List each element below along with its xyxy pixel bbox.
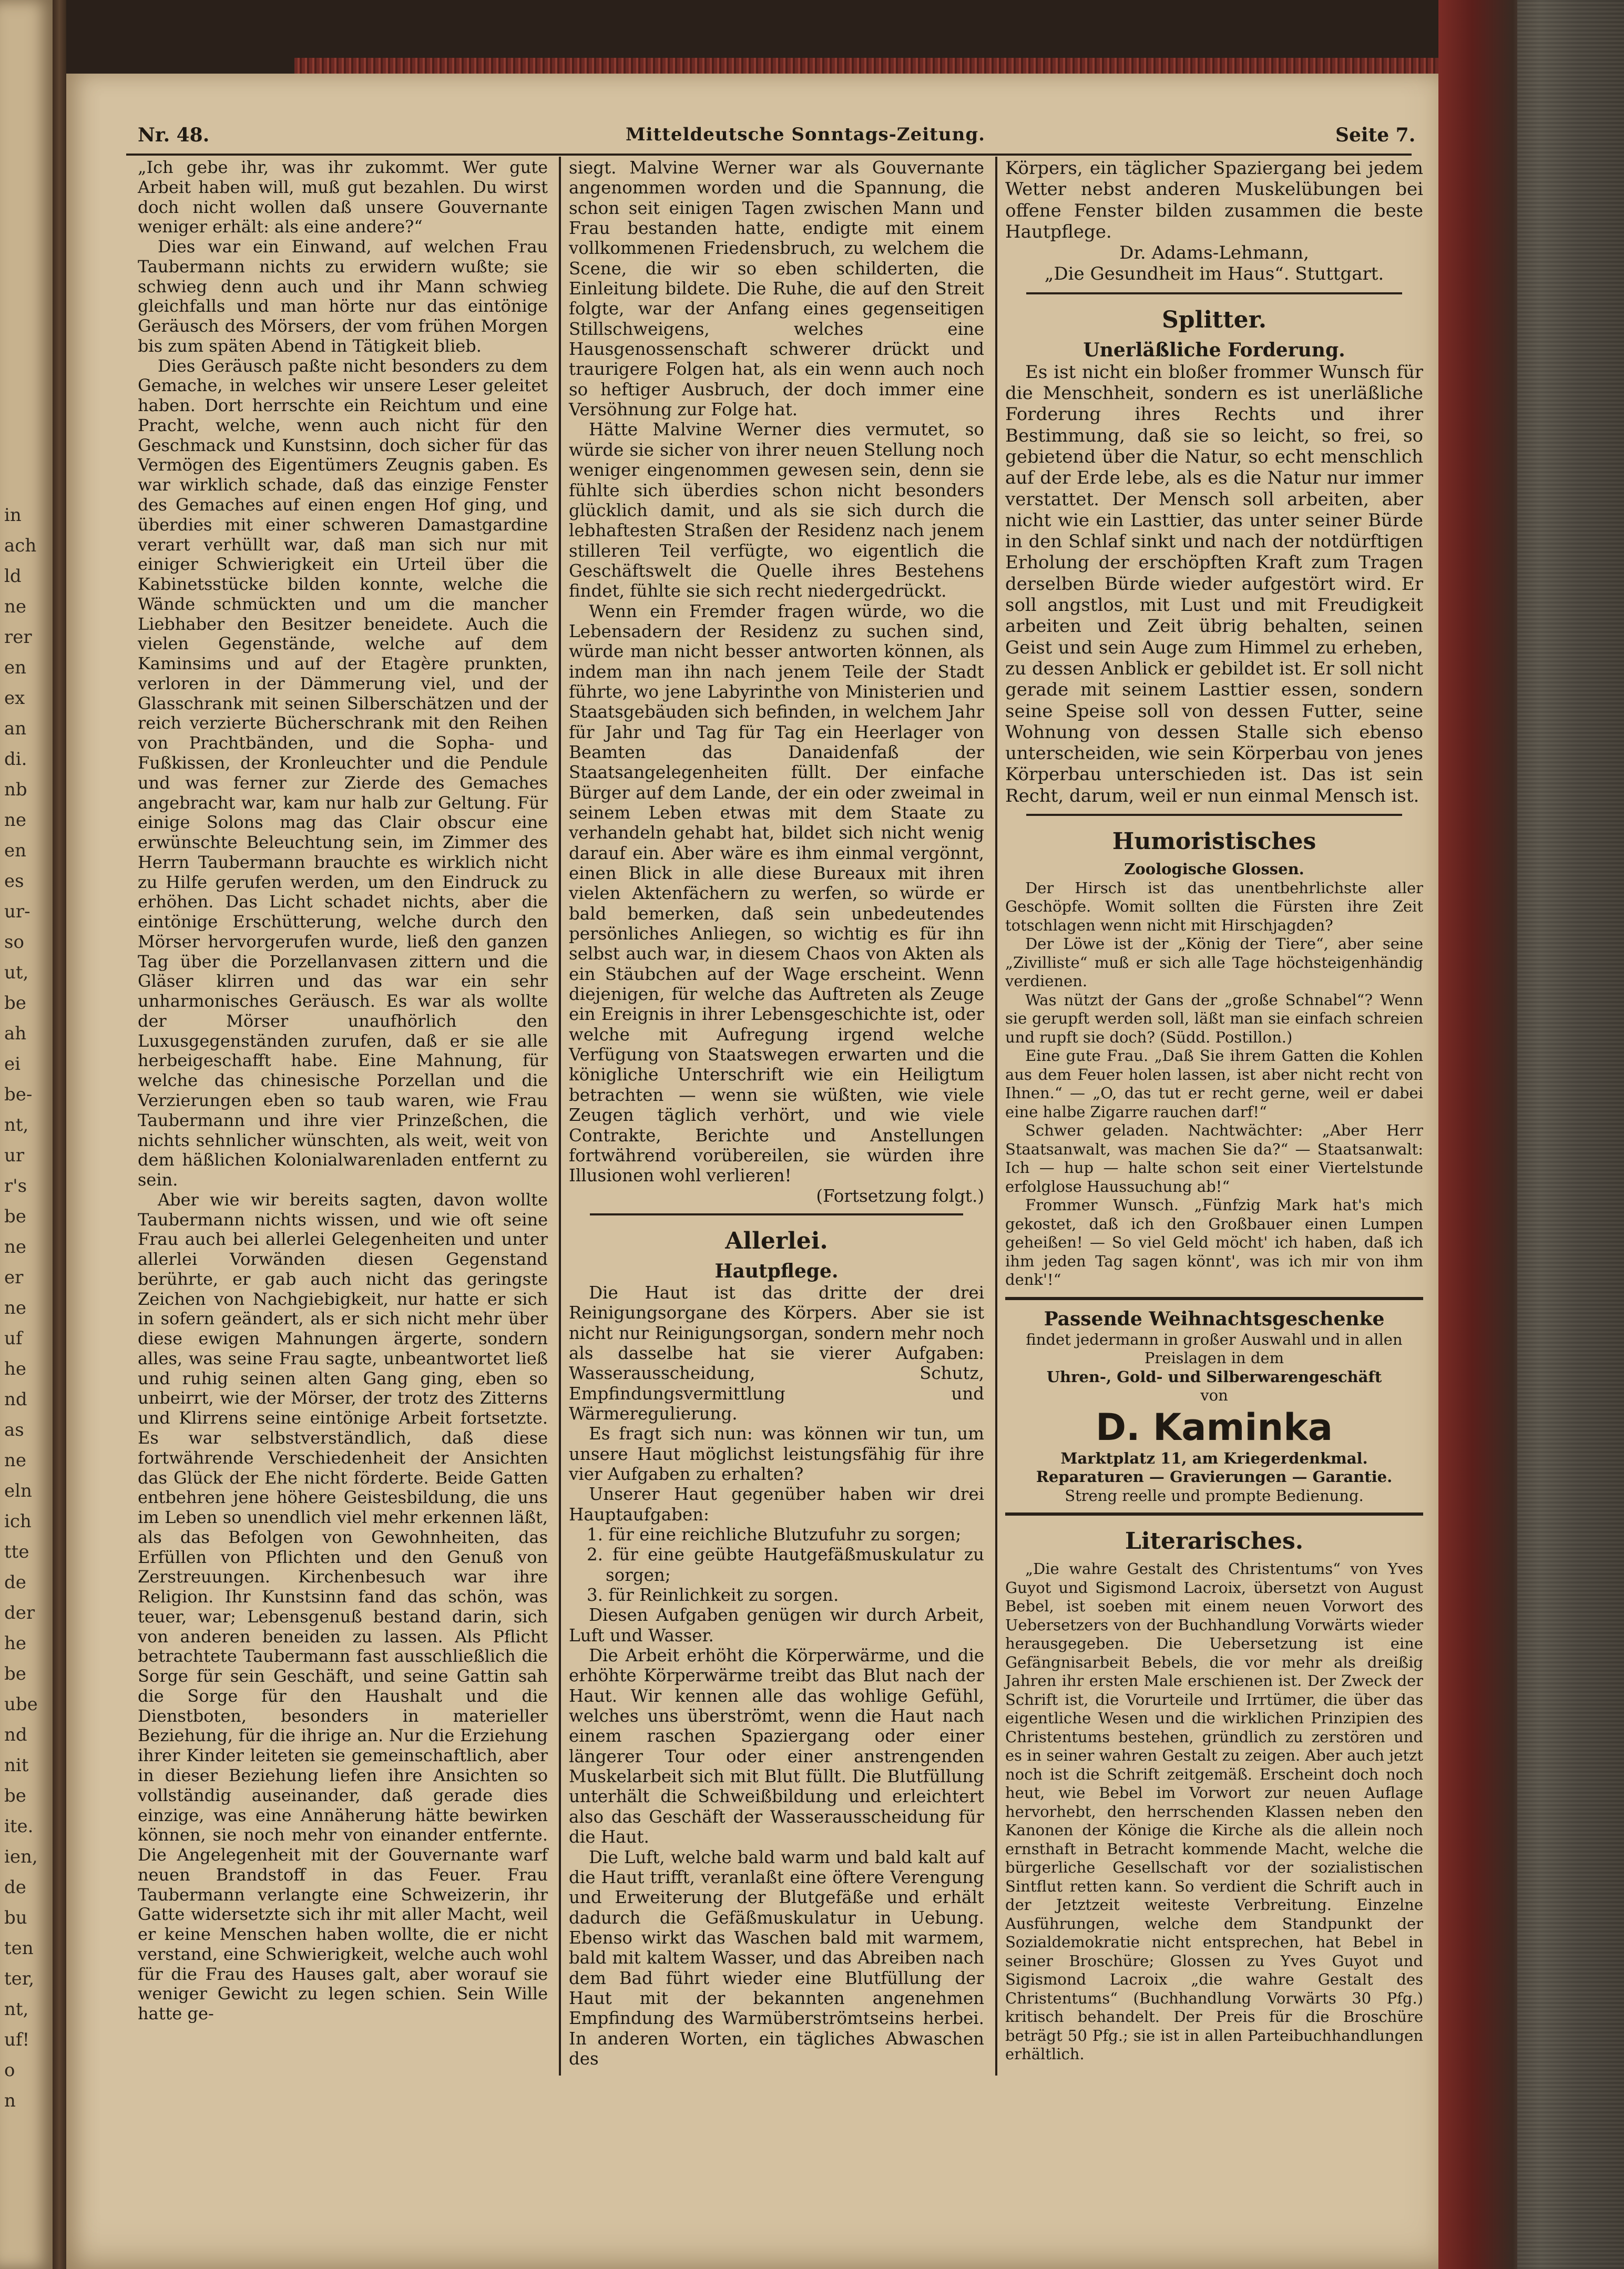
left-page-fragment: be <box>4 1785 26 1806</box>
list-item: 2. für eine geübte Hautgefäßmuskulatur zu sorgen; <box>587 1545 984 1585</box>
left-page-fragment: uf <box>4 1328 23 1349</box>
left-page-fragment: der <box>4 1602 35 1623</box>
left-page-fragment: bu <box>4 1907 27 1928</box>
article-paragraph: „Die wahre Gestalt des Christentums“ von Yves Guyot und Sigismond Lacroix, übersetzt von August Bebel, ist soeben mit einem neuen Vorwort des Uebersetzers von der Buchhandlung Vorwärts wieder herausgegeben. Die Uebersetzung ist eine Gefängnisarbeit Bebels, die vor mehr als dreißig Jahren ihr ersten Male erschienen ist. Der Zweck der Schrift ist, die Vorurteile und Irrtümer, die über das eigentliche Wesen und die wirklichen Prinzipien des Christentums bestehen, gründlich zu zerstören und es in seiner wahren Gestalt zu zeigen. Aber auch jetzt noch ist die Schrift zeitgemäß. Erscheint doch noch heut, wie Bebel im Vorwort zur neuen Auflage hervorhebt, den herrschenden Klassen neben den Kanonen der Könige die Kirche als die allein noch ernsthaft in Betracht kommende Macht, welche die bürgerliche Gesellschaft vor der sozialistischen Sintflut retten kann. So verdient die Schrift auch in der Jetztzeit weiteste Verbreitung. Einzelne Ausführungen, welche dem Standpunkt der Sozialdemokratie nicht entsprechen, hat Bebel in seiner Broschüre; Glossen zu Yves Guyot und Sigismond Lacroix „die wahre Gestalt des Christentums“ (Buchhandlung Vorwärts 30 Pfg.) kritisch behandelt. Der Preis für die Broschüre beträgt 50 Pfg.; sie ist in allen Parteibuchhandlungen erhältlich. <box>1005 1560 1424 2063</box>
section-title-humoristisches: Humoristisches <box>1112 828 1316 855</box>
story-paragraph: Hätte Malvine Werner dies vermutet, so würde sie sicher von ihrer neuen Stellung noch weniger eingenommen gewesen sein, denn sie fühlte sich überdies schon nicht besonders glücklich damit, und als sie sich durch die lebhaftesten Straßen der Residenz nach jenem stilleren Teil verfügte, wo eigentlich die Geschäftswelt die Quelle ihres Bestehens findet, fühlte sie sich recht niedergedrückt. <box>569 420 984 601</box>
humor-paragraph: Schwer geladen. Nachtwächter: „Aber Herr Staatsanwalt, was machen Sie da?“ — Staatsanwalt: Ich — hup — halte schon seit einer Viertelstunde erfolglose Haussuchung ab!“ <box>1005 1121 1423 1195</box>
ad-von: von <box>1200 1386 1228 1405</box>
page-number: Seite 7. <box>1335 124 1416 146</box>
left-page-fragment: in <box>4 505 22 526</box>
humor-paragraph: Der Löwe ist der „König der Tiere“, aber seine „Zivilliste“ muß er sich alle Tage höchsteigenhändig verdienen. <box>1005 935 1423 990</box>
left-page-fragment: rer <box>4 627 32 648</box>
humor-paragraph: Frommer Wunsch. „Fünfzig Mark hat's mich gekostet, daß ich den Großbauer einen Lumpen geheißen! — So viel Geld möcht' ich haben, daß ich ihm jeden Tag sagen könnt', was ich mir von ihm denk'!“ <box>1005 1196 1423 1289</box>
left-page-fragment: ne <box>4 1297 27 1319</box>
story-paragraph: Aber wie wir bereits sagten, davon wollte Taubermann nichts wissen, und wie oft seine Frau auch bei allerlei Gelegenheiten und unter allerlei Vorwänden diesen Gegenstand berührte, er gab auch nicht das geringste Zeichen von Nachgiebigkeit, nur hatte er sich in sofern geändert, als er sich nicht mehr über diese ewigen Mahnungen ärgerte, sondern alles, was seine Frau sagte, unbeantwortet ließ und ruhig seinen alten Gang ging, eben so unbeirrt, wie der Mörser, der trotz des Zitterns und Klirrens seine eintönige Arbeit fortsetzte. Es war selbstverständlich, daß diese fortwährende Verschiedenheit der Ansichten das Glück der Ehe nicht förderte. Beide Gatten entbehren jene höhere Geistesbildung, die uns im Leben so unendlich viel mehr erkennen läßt, als das Befolgen von Gewohnheiten, das Erfüllen von Pflichten und den Genuß von Zerstreuungen. Kirchenbesuch war ihre Religion. Ihr Kunstsinn fand das schön, was teuer, war; Lebensgenuß bestand darin, sich von anderen beneiden zu lassen. Als Pflicht betrachtete Taubermann fast ausschließlich die Sorge für sein Geschäft, und seine Gattin sah die Sorge für den Haushalt und die Dienstboten, besonders in materieller Beziehung, für die ihrige an. Nur die Erziehung ihrer Kinder leiteten sie gemeinschaftlich, aber in dieser Beziehung liefen ihre Ansichten so vollständig auseinander, daß gerade dies einzige, was eine Annäherung hätte bewirken können, sie noch mehr von einander entfernte. Die Angelegenheit mit der Gouvernante warf neuen Brandstoff in das Feuer. Frau Taubermann verlangte eine Schweizerin, ihr Gatte widersetzte sich ihr mit aller Macht, weil er keine Menschen haben wollte, die er nicht verstand, eine Schwierigkeit, welche auch wohl für die Frau des Hauses galt, aber worauf sie weniger Gewicht zu legen schien. Sein Wille hatte ge- <box>138 1189 548 2024</box>
left-page-fragment: ube <box>4 1694 38 1715</box>
column-2 <box>569 158 984 2069</box>
left-page-fragment: ne <box>4 810 27 831</box>
left-page-fragment: an <box>4 718 27 739</box>
left-page-fragment: eln <box>4 1480 32 1501</box>
list-item: 1. für eine reichliche Blutzufuhr zu sorgen; <box>587 1525 962 1545</box>
left-page-fragment: tte <box>4 1541 29 1562</box>
left-page-fragment: be <box>4 1206 26 1227</box>
left-page-fragment: as <box>4 1419 24 1440</box>
section-divider <box>1026 814 1402 816</box>
left-page-fragment: nd <box>4 1389 27 1410</box>
column-3 <box>1005 158 1423 2064</box>
ad-address: Marktplatz 11, am Kriegerdenkmal. <box>1060 1449 1368 1467</box>
left-page-fragment: be <box>4 1663 26 1684</box>
continued-note: (Fortsetzung folgt.) <box>816 1185 984 1206</box>
left-page-fragment: ten <box>4 1938 34 1959</box>
left-page-fragment: er <box>4 1267 24 1288</box>
article-paragraph: Unserer Haut gegenüber haben wir drei Hauptaufgaben: <box>569 1484 984 1525</box>
ad-services: Reparaturen — Gravierungen — Garantie. <box>1036 1468 1393 1486</box>
left-page-fragment: nd <box>4 1724 27 1745</box>
section-title-allerlei: Allerlei. <box>725 1227 828 1254</box>
adjacent-page-edge <box>0 0 53 2269</box>
left-page-fragment: en <box>4 840 27 861</box>
article-paragraph: Die Luft, welche bald warm und bald kalt auf die Haut trifft, veranlaßt eine öftere Verengung und Erweiterung der Blutgefäße und erhält dadurch die Gefäßmuskulatur in Uebung. Ebenso wirkt das Waschen bald mit warmem, bald mit kaltem Wasser, und das Abreiben nach dem Bad führt wieder eine Blutfüllung der Haut mit der bekannten angenehmen Empfindung des Warmüberströmtseins herbei. In anderen Worten, ein tägliches Abwaschen des <box>569 1847 984 2069</box>
article-title-forderung: Unerläßliche Forderung. <box>1083 339 1345 361</box>
left-page-fragment: ach <box>4 535 37 556</box>
left-page-fragment: es <box>4 871 24 892</box>
article-paragraph: Es ist nicht ein bloßer frommer Wunsch für die Menschheit, sondern es ist unerläßliche Forderung ihres Rechts und ihrer Bestimmung, daß sie so leicht, so frei, so gebietend über die Natur, so echt menschlich auf der Erde lebe, als es die Natur nur immer verstattet. Der Mensch soll arbeiten, aber nicht wie ein Lasttier, das unter seiner Bürde in den Schlaf sinkt und nach der notdürftigen Erholung der erschöpften Kraft zum Tragen derselben Bürde wieder aufgestört wird. Er soll angstlos, mit Lust und mit Freudigkeit arbeiten und Zeit übrig behalten, seinen Geist und sein Auge zum Himmel zu erheben, zu dessen Anblick er gebildet ist. Er soll nicht gerade mit seinem Lasttier essen, sondern seine Speise soll von dessen Futter, seine Wohnung von dessen Stalle sich ebenso unterscheiden, wie sein Körperbau von jenes Körperbau unterschieden ist. Das ist sein Recht, darum, weil er nun einmal Mensch ist. <box>1005 361 1423 806</box>
left-page-fragment: ne <box>4 1450 27 1471</box>
left-page-fragment: nt, <box>4 1115 29 1136</box>
ad-text: findet jedermann in großer Auswahl und in allen Preislagen in dem <box>1026 1330 1403 1367</box>
column-rule-2 <box>995 157 997 2076</box>
left-page-fragment: ur <box>4 1145 25 1166</box>
article-author: Dr. Adams-Lehmann, <box>1119 242 1309 264</box>
book-gutter <box>53 0 66 2269</box>
left-page-fragment: ne <box>4 1236 27 1258</box>
humor-paragraph: Eine gute Frau. „Daß Sie ihrem Gatten die Kohlen aus dem Feuer holen lassen, ist aber nicht recht von Ihnen.“ — „O, das tut er recht gerne, weil er dabei eine halbe Zigarre rauchen darf!“ <box>1005 1047 1423 1121</box>
advertisement-kaminka <box>1005 1307 1423 1506</box>
left-page-fragment: ei <box>4 1054 21 1075</box>
left-page-fragment: ter, <box>4 1968 35 1989</box>
left-page-fragment: ite. <box>4 1816 34 1837</box>
ad-title: Passende Weihnachtsgeschenke <box>1044 1307 1385 1330</box>
ad-rule-bottom <box>1005 1512 1423 1516</box>
section-title-literarisches: Literarisches. <box>1125 1528 1304 1555</box>
humor-paragraph: Was nützt der Gans der „große Schnabel“? Wenn sie gerupft werden soll, läßt man sie einfach schreien und rupft sie doch? (Südd. Postillon.) <box>1005 990 1423 1046</box>
left-page-fragment: ien, <box>4 1846 38 1867</box>
article-paragraph: Diesen Aufgaben genügen wir durch Arbeit, Luft und Wasser. <box>569 1605 984 1645</box>
left-page-fragment: de <box>4 1877 26 1898</box>
left-page-fragment: ld <box>4 566 22 587</box>
left-page-fragment: nt, <box>4 1999 29 2020</box>
article-title-hautpflege: Hautpflege. <box>714 1260 839 1282</box>
story-paragraph: „Ich gebe ihr, was ihr zukommt. Wer gute Arbeit haben will, muß gut bezahlen. Du wirst doch nicht wollen daß unsere Gouvernante weniger erhält: als eine andere?“ <box>138 157 548 237</box>
left-page-fragment: he <box>4 1633 27 1654</box>
left-page-fragment: ex <box>4 688 25 709</box>
left-page-fragment: nit <box>4 1755 29 1776</box>
left-page-fragment: ur- <box>4 901 30 922</box>
header-rule <box>126 154 1412 156</box>
left-page-fragment: en <box>4 657 27 678</box>
story-paragraph: siegt. Malvine Werner war als Gouvernante angenommen worden und die Spannung, die schon seit einigen Tagen zwischen Mann und Frau bestanden hatte, endigte mit einem vollkommenen Friedensbruch, zu welchem die Scene, die wir so eben schilderten, die Einleitung bildete. Die Ruhe, die auf den Streit folgte, war der Anfang eines gegenseitigen Stillschweigens, welches eine Hausgenossenschaft schwerer drückt und traurigere Folgen hat, als ein wenn auch noch so heftiger Ausbruch, der doch immer eine Versöhnung zur Folge hat. <box>569 158 984 420</box>
story-paragraph: Dies war ein Einwand, auf welchen Frau Taubermann nichts zu erwidern wußte; sie schwieg denn auch und ihr Mann schwieg gleichfalls und man hörte nur das eintönige Geräusch des Mörsers, der vom frühen Morgen bis zum späten Abend in Tätigkeit blieb. <box>138 237 548 356</box>
article-paragraph: Die Arbeit erhöht die Körperwärme, und die erhöhte Körperwärme treibt das Blut nach der Haut. Wir kennen alle das wohlige Gefühl, welches uns überströmt, wenn die Haut nach einem raschen Spaziergang oder einer längerer Tour oder einer anstrengenden Muskelarbeit sich mit Blut füllt. Die Blutfüllung unterhält die Schweißbildung und erleichtert also das Geschäft der Wasserausscheidung für die Haut. <box>569 1645 984 1847</box>
page-top-edge <box>294 58 1609 76</box>
spine-cloth <box>1517 0 1624 2269</box>
left-page-fragment: n <box>4 2090 16 2111</box>
story-paragraph: Wenn ein Fremder fragen würde, wo die Lebensadern der Residenz zu suchen sind, würde man nicht besser antworten können, als indem man ihn nach jenem Teile der Stadt führte, wo jene Labyrinthe von Ministerien und Staatsgebäuden sich befinden, in welchem Jahr für Jahr und Tag für Tag ein Heerlager von Beamten das Danaidenfaß der Staatsangelegenheiten füllt. Der einfache Bürger auf dem Lande, der ein oder zweimal in seinem Leben etwas mit dem Staate zu verhandeln gehabt hat, bildet sich nicht wenig darauf ein. Aber wäre es ihm einmal vergönnt, einen Blick in alle diese Bureaux mit ihren vielen Aktenfächern zu werfen, so würde er bald bemerken, daß sein unbedeutendes persönliches Anliegen, so wichtig es für ihn selbst auch war, in diesem Chaos von Akten als ein Stäubchen auf der Wage erscheint. Wenn diejenigen, für welche das Auftreten als Zeuge ein Ereignis in ihrer Lebensgeschichte ist, oder welche mit Aufregung irgend welche Verfügung von Staatswegen erwarten und die königliche Unterschrift wie ein Heiligtum betrachten — wenn sie wüßten, wie viele Zeugen täglich verhört, und wie viele Contrakte, Berichte und Anstellungen fortwährend vorübereilen, sie würden ihre Illusionen wohl verlieren! <box>569 601 984 1186</box>
article-paragraph: Die Haut ist das dritte der drei Reinigungsorgane des Körpers. Aber sie ist nicht nur Reinigungsorgan, sondern mehr noch als dasselbe hat sie vierer Aufgaben: Wasserausscheidung, Schutz, Empfindungsvermittlung und Wärmeregulierung. <box>569 1282 984 1424</box>
issue-number: Nr. 48. <box>138 124 210 146</box>
left-page-fragment: ich <box>4 1511 32 1532</box>
left-page-fragment: ne <box>4 596 27 617</box>
column-1 <box>138 158 548 2024</box>
column-rule-1 <box>559 157 561 2076</box>
left-page-fragment: ah <box>4 1023 27 1044</box>
left-page-fragment: de <box>4 1572 26 1593</box>
humor-paragraph: Der Hirsch ist das unentbehrlichste aller Geschöpfe. Womit sollten die Fürsten ihre Zeit totschlagen wenn nicht mit Hirschjagden? <box>1005 878 1423 934</box>
left-page-fragment: o <box>4 2060 15 2081</box>
left-page-fragment: r's <box>4 1176 27 1197</box>
article-paragraph: Es fragt sich nun: was können wir tun, um unsere Haut möglichst leistungsfähig für ihre vier Aufgaben zu erhalten? <box>569 1424 984 1484</box>
ad-shop-name: D. Kaminka <box>1095 1405 1333 1449</box>
story-paragraph: Dies Geräusch paßte nicht besonders zu dem Gemache, in welches wir unsere Leser geleitet haben. Dort herrschte ein Reichtum und eine Pracht, welche, wenn auch nicht für den Geschmack und Kunstsinn, doch sicher für das Vermögen des Eigentümers Zeugnis gaben. Es war wirklich schade, daß das einzige Fenster des Gemaches auf einen engen Hof ging, und überdies mit einer schweren Damastgardine verart verhüllt war, daß man sich nur mit einiger Schwierigkeit ein Urteil über die Kabinetsstücke bilden konnte, welche die Wände schmückten und um die mancher Liebhaber den Besitzer beneidete. Auch die vielen Gegenstände, welche auf dem Kaminsims und auf der Etagère prunkten, verloren in der Dämmerung viel, und der Glasschrank mit seinen Silberschätzen und der reich verzierte Bücherschrank mit den Reihen von Prachtbänden, und die Sopha- und Fußkissen, der Kronleuchter und die Pendule und was ferner zur Zierde des Gemaches angebracht war, kam nur halb zur Geltung. Für einige Solons mag das Clair obscur eine erwünschte Beleuchtung sein, im Zimmer des Herrn Taubermann brauchte es wirklich nicht zu Hilfe gerufen werden, um den Eindruck zu erhöhen. Das Licht schadet nichts, aber die eintönige Erschütterung, welche durch den Mörser hervorgerufen wurde, ließ den ganzen Tag über die Porzellanvasen zittern und die Gläser klirren und das war ein sehr unharmonisches Geräusch. Es war als wollte der Mörser unaufhörlich den Luxusgegenständen zurufen, daß er sie alle herbeigeschafft habe. Eine Mahnung, für welche das chinesische Porzellan und die Verzierungen eben so taub waren, wie Frau Taubermann und ihre vier Prinzeßchen, die nichts sehnlicher wünschten, als weit, weit von dem häßlichen Kolonialwarenladen entfernt zu sein. <box>138 355 548 1190</box>
ad-promise: Streng reelle und prompte Bedienung. <box>1065 1486 1364 1505</box>
ad-shop-type: Uhren-, Gold- und Silberwarengeschäft <box>1046 1367 1382 1386</box>
article-title-glossen: Zoologische Glossen. <box>1124 860 1304 878</box>
newspaper-title: Mitteldeutsche Sonntags-Zeitung. <box>626 124 985 145</box>
left-page-fragment: nb <box>4 779 27 800</box>
left-page-fragment: he <box>4 1358 27 1379</box>
left-page-fragment: so <box>4 932 24 953</box>
book-spine <box>1438 0 1624 2269</box>
section-title-splitter: Splitter. <box>1161 306 1267 333</box>
left-page-fragment: uf! <box>4 2029 30 2050</box>
section-divider <box>1026 292 1402 294</box>
left-page-fragment: di. <box>4 749 27 770</box>
article-paragraph: Körpers, ein täglicher Spaziergang bei jedem Wetter nebst anderen Muskelübungen bei offene Fenster bilden zusammen die beste Hautpflege. <box>1005 158 1423 242</box>
list-item: 3. für Reinlichkeit zu sorgen. <box>587 1585 839 1606</box>
article-source: „Die Gesundheit im Haus“. Stuttgart. <box>1044 263 1384 285</box>
left-page-fragment: be- <box>4 1084 33 1105</box>
left-page-fragment: be <box>4 993 26 1014</box>
left-page-fragment: ut, <box>4 962 29 983</box>
ad-rule-top <box>1005 1297 1423 1300</box>
section-divider <box>590 1213 963 1215</box>
